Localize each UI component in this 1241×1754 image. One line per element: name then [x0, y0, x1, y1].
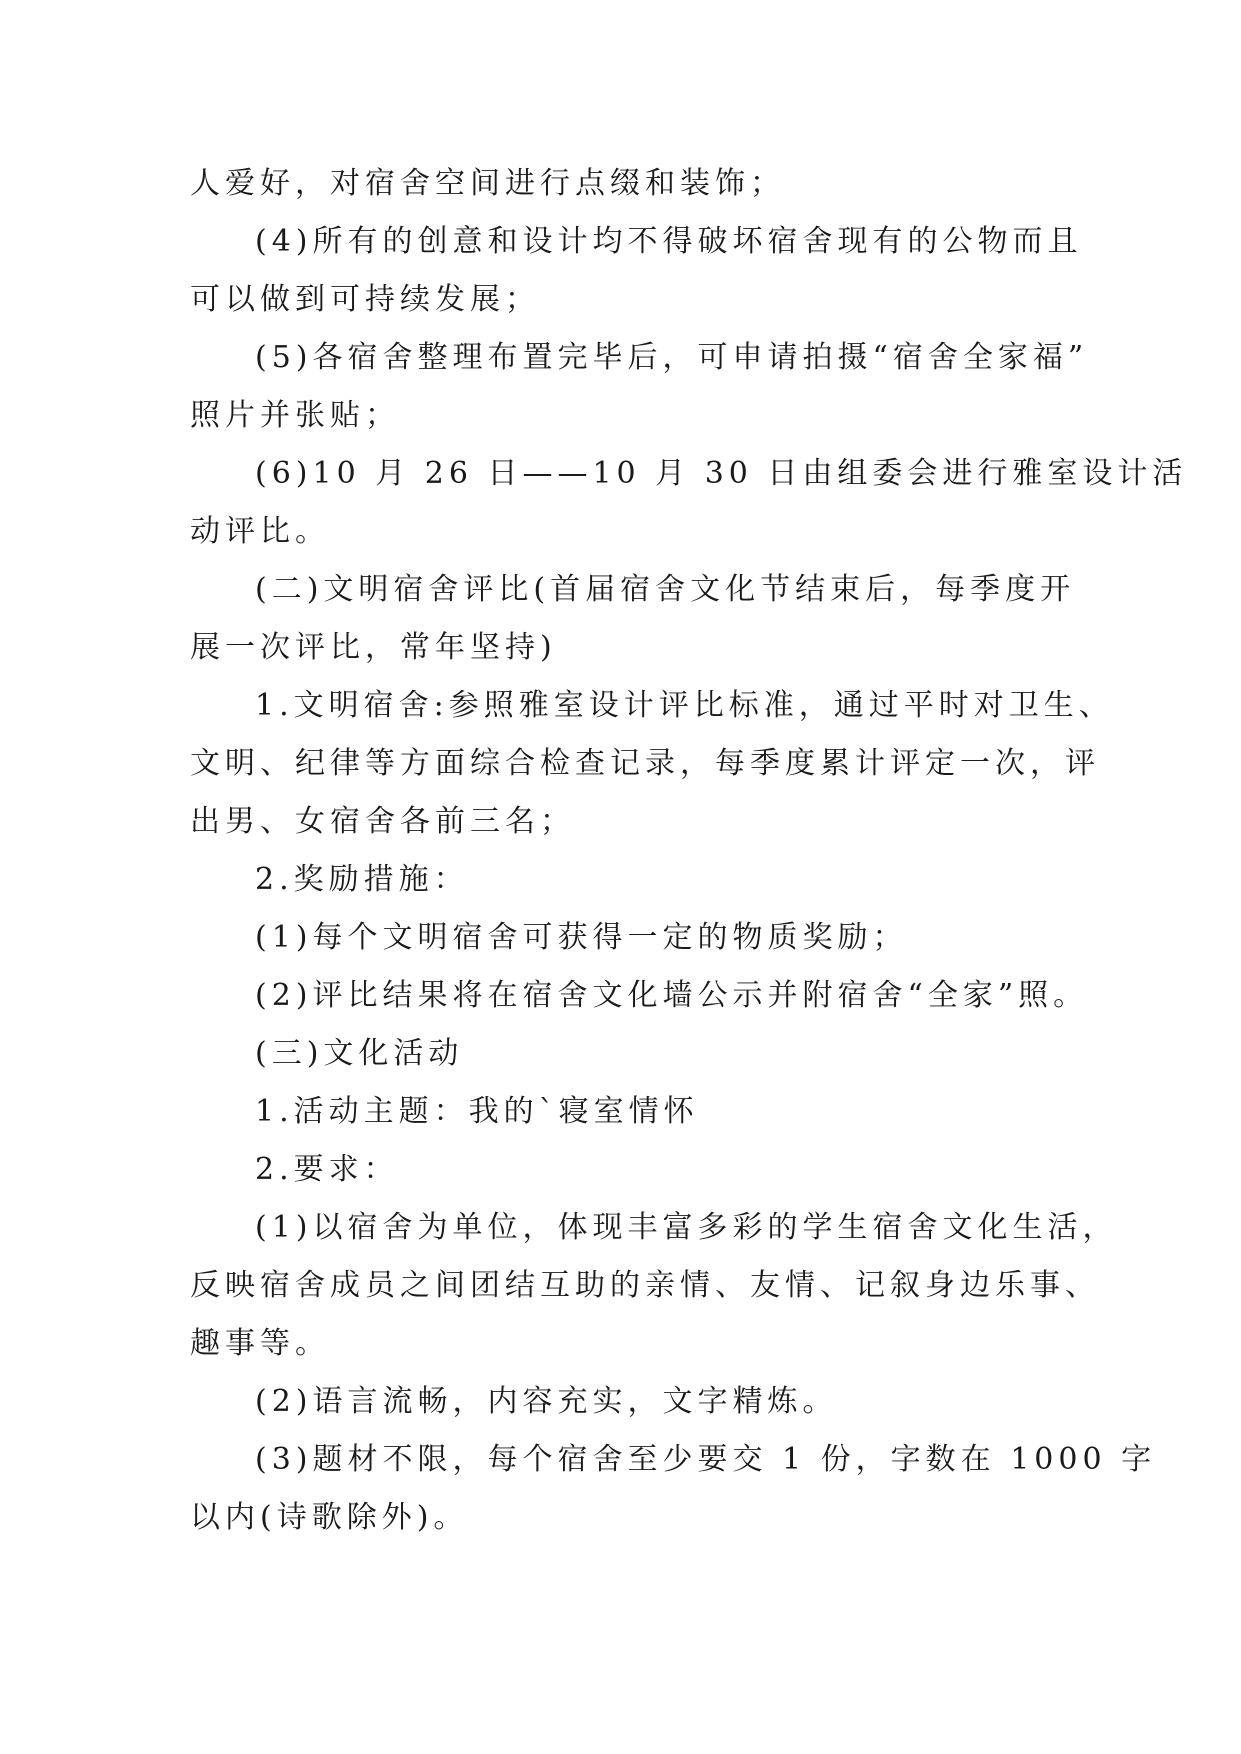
paragraph-line: (1)每个文明宿舍可获得一定的物质奖励； — [255, 920, 908, 955]
section-heading: (二)文明宿舍评比(首届宿舍文化节结束后，每季度开 — [255, 572, 1076, 607]
section-heading: (三)文化活动 — [255, 1036, 464, 1071]
paragraph-line: 照片并张贴； — [190, 398, 400, 433]
paragraph-line: 以内(诗歌除外)。 — [190, 1500, 469, 1535]
paragraph-line: (3)题材不限，每个宿舍至少要交 1 份，字数在 1000 字 — [255, 1442, 1157, 1477]
paragraph-line: (2)语言流畅，内容充实，文字精炼。 — [255, 1384, 838, 1419]
paragraph-line: 展一次评比，常年坚持) — [190, 630, 557, 665]
paragraph-line: 出男、女宿舍各前三名； — [190, 804, 575, 839]
paragraph-line: 1.文明宿舍:参照雅室设计评比标准，通过平时对卫生、 — [255, 688, 1114, 723]
paragraph-line: 可以做到可持续发展； — [190, 282, 540, 317]
paragraph-line: 2.奖励措施： — [255, 862, 469, 897]
paragraph-line: 1.活动主题：我的`寝室情怀 — [255, 1094, 699, 1129]
paragraph-line: 人爱好，对宿舍空间进行点缀和装饰； — [190, 166, 785, 201]
paragraph-line: 动评比。 — [190, 514, 330, 549]
paragraph-line: 反映宿舍成员之间团结互助的亲情、友情、记叙身边乐事、 — [190, 1268, 1100, 1303]
paragraph-line: 趣事等。 — [190, 1326, 330, 1361]
paragraph-line: 文明、纪律等方面综合检查记录，每季度累计评定一次，评 — [190, 746, 1100, 781]
paragraph-line: (1)以宿舍为单位，体现丰富多彩的学生宿舍文化生活， — [255, 1210, 1118, 1245]
paragraph-line: (6)10 月 26 日——10 月 30 日由组委会进行雅室设计活 — [255, 456, 1188, 491]
paragraph-line: (5)各宿舍整理布置完毕后，可申请拍摄“宿舍全家福” — [255, 340, 1089, 375]
paragraph-line: 2.要求： — [255, 1152, 399, 1187]
paragraph-line: (2)评比结果将在宿舍文化墙公示并附宿舍“全家”照。 — [255, 978, 1089, 1013]
paragraph-line: (4)所有的创意和设计均不得破坏宿舍现有的公物而且 — [255, 224, 1083, 259]
